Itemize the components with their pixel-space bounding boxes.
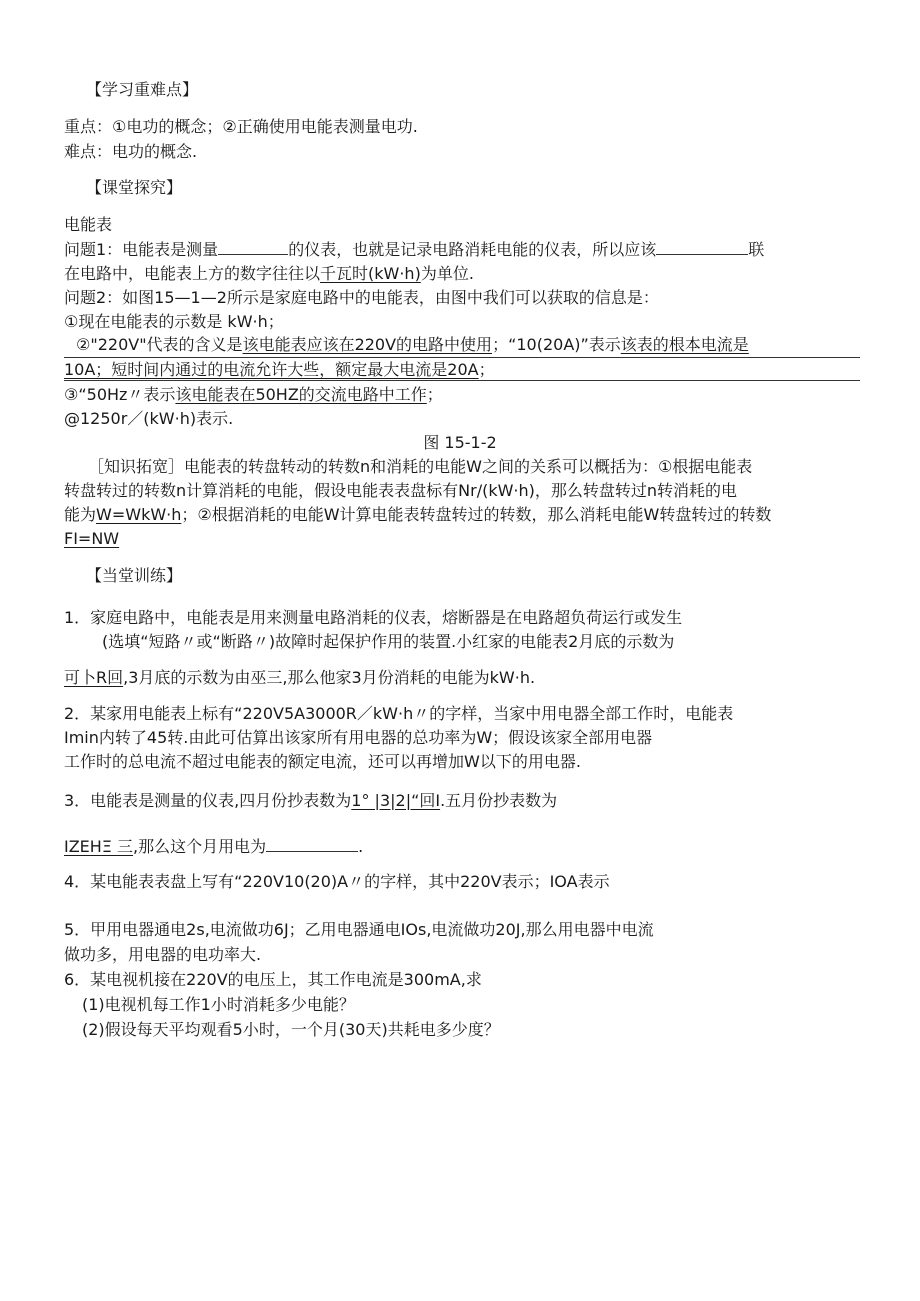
p2-text-c: ；“10(20A)”表示 bbox=[492, 335, 621, 354]
meter-reading-may: IZEHΞ 三 bbox=[64, 837, 134, 856]
exercise-2-line-3: 工作时的总电流不超过电能表的额定电流，还可以再增加W以下的用电器. bbox=[64, 752, 581, 771]
knowledge-line-4: FI=NW bbox=[64, 529, 120, 548]
divider-line bbox=[64, 357, 860, 358]
q1-text-a: 问题1：电能表是测量 bbox=[64, 240, 219, 259]
p2-text-a: ②"220V"代表的含义是 bbox=[76, 335, 243, 354]
section-heading-explore: 【课堂探究】 bbox=[86, 178, 183, 197]
key-point-line: 重点：①电功的概念；②正确使用电能表测量电功. bbox=[64, 117, 418, 136]
blank-3 bbox=[266, 836, 358, 852]
blank-2 bbox=[656, 239, 748, 255]
point-2-line-1 bbox=[76, 335, 749, 355]
difficulty-line: 难点：电功的概念. bbox=[64, 142, 198, 161]
blank-1 bbox=[218, 239, 288, 255]
exercise-4: 4．某电能表表盘上写有“220V10(20)A〃的字样，其中220V表示；IOA表示 bbox=[64, 872, 610, 891]
k3-text-a: 能为 bbox=[64, 505, 97, 524]
k3-formula: W=WkW·h bbox=[96, 505, 182, 524]
point-2-line-2 bbox=[64, 360, 495, 380]
question-1-line-2 bbox=[64, 264, 474, 284]
t3-text-b: ,那么这个月用电为 bbox=[133, 837, 267, 856]
exercise-6-line-2: (1)电视机每工作1小时消耗多少电能？ bbox=[82, 995, 355, 1014]
exercise-2-line-2: Imin内转了45转.由此可估算出该家所有用电器的总功率为W；假设该家全部用电器 bbox=[64, 728, 653, 747]
point-3 bbox=[64, 385, 443, 405]
exercise-5-line-2: 做功多，用电器的电功率大. bbox=[64, 945, 262, 964]
p2-text-b: 该电能表应该在220V的电路中使用 bbox=[242, 335, 493, 354]
p3-text-b: 该电能表在50HZ的交流电路中工作 bbox=[175, 385, 427, 404]
subheading-meter: 电能表 bbox=[64, 215, 113, 234]
exercise-6-line-1: 6．某电视机接在220V的电压上，其工作电流是300mA,求 bbox=[64, 970, 482, 989]
exercise-5-line-1: 5．甲用电器通电2s,电流做功6J；乙用电器通电IOs,电流做功20J,那么用电器中电流 bbox=[64, 920, 654, 939]
p2-text-f: ； bbox=[478, 360, 495, 379]
exercise-1-line-2: (选填“短路〃或“断路〃)故障时起保护作用的装置.小红家的电能表2月底的示数为 bbox=[102, 632, 675, 651]
figure-caption: 图 15-1-2 bbox=[423, 433, 497, 452]
meter-reading-apr: 1° |3|2|“回I bbox=[351, 791, 441, 810]
section-heading-key-points: 【学习重难点】 bbox=[86, 80, 199, 99]
point-4: @1250r／(kW·h)表示. bbox=[64, 409, 234, 428]
exercise-3-line-2 bbox=[64, 836, 363, 857]
k3-text-c: ；②根据消耗的电能W计算电能表转盘转过的转数，那么消耗电能W转盘转过的转数 bbox=[181, 505, 772, 524]
knowledge-line-1: ［知识拓宽］电能表的转盘转动的转数n和消耗的电能W之间的关系可以概括为：①根据电能表 bbox=[88, 457, 753, 476]
question-2: 问题2：如图15—1—2所示是家庭电路中的电能表，由图中我们可以获取的信息是： bbox=[64, 288, 659, 307]
q1-text-b: 的仪表，也就是记录电路消耗电能的仪表，所以应该 bbox=[288, 240, 657, 259]
divider-line bbox=[64, 380, 860, 381]
exercise-3-line-1 bbox=[64, 791, 557, 811]
p2-text-d: 该表的根本电流是 bbox=[620, 335, 749, 354]
section-heading-practice: 【当堂训练】 bbox=[86, 566, 183, 585]
t3-text-end: . bbox=[358, 837, 364, 856]
q1-unit: 千瓦时(kW·h) bbox=[320, 264, 421, 283]
p2-text-e: 10A；短时间内通过的电流允许大些，额定最大电流是20A bbox=[64, 360, 479, 379]
meter-reading-feb: 可卜R回 bbox=[64, 668, 124, 687]
knowledge-line-3 bbox=[64, 505, 771, 525]
p3-text-a: ③“50Hz〃表示 bbox=[64, 385, 176, 404]
point-1: ①现在电能表的示数是 kW·h； bbox=[64, 312, 284, 331]
question-1-line-1 bbox=[64, 239, 764, 260]
p3-text-c: ； bbox=[426, 385, 443, 404]
exercise-1-line-1: 1．家庭电路中，电能表是用来测量电路消耗的仪表，熔断器是在电路超负荷运行或发生 bbox=[64, 608, 683, 627]
q1-text-d: 在电路中，电能表上方的数字往往以 bbox=[64, 264, 321, 283]
exercise-2-line-1: 2．某家用电能表上标有“220V5A3000R／kW·h〃的字样，当家中用电器全部工作时，电能表 bbox=[64, 704, 734, 723]
q1-text-f: 为单位. bbox=[420, 264, 474, 283]
t3-text-c: .五月份抄表数为 bbox=[440, 791, 558, 810]
exercise-6-line-3: (2)假设每天平均观看5小时，一个月(30天)共耗电多少度？ bbox=[82, 1020, 500, 1039]
t3-text-a: 3．电能表是测量的仪表,四月份抄表数为 bbox=[64, 791, 352, 810]
q1-text-c: 联 bbox=[748, 240, 765, 259]
exercise-1-line-3 bbox=[64, 668, 535, 688]
t1-text: ,3月底的示数为由巫三,那么他家3月份消耗的电能为kW·h. bbox=[123, 668, 536, 687]
knowledge-line-2: 转盘转过的转数n计算消耗的电能，假设电能表表盘标有Nr/(kW·h)，那么转盘转过n转消耗的电 bbox=[64, 481, 738, 500]
